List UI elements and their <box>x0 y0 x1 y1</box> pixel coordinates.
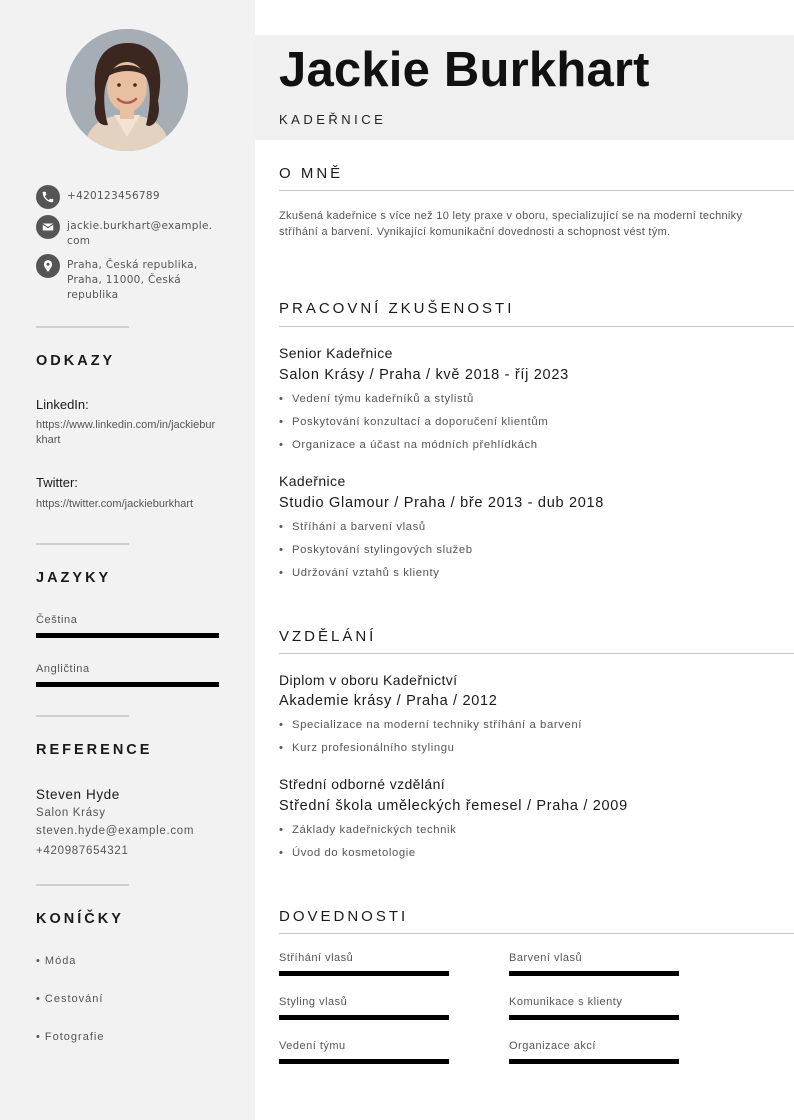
language-level-fill <box>36 633 219 638</box>
skill-level-fill <box>509 1015 679 1020</box>
sidebar <box>0 0 255 1120</box>
bullet-text: Základy kadeřnických technik <box>292 824 457 836</box>
section-rule <box>279 933 794 934</box>
bullet-text: Poskytování konzultací a doporučení klientům <box>292 416 549 428</box>
about-text: Zkušená kadeřnice s více než 10 lety praxe v oboru, specializující se na moderní techniky stříhání a barvení. Vynikající komunikační dovednosti a schopnost vést tým. <box>279 210 743 238</box>
education-entry-title: Střední odborné vzdělání <box>279 776 446 792</box>
skill-level-fill <box>509 1059 679 1064</box>
skill-level-bar <box>279 1015 449 1020</box>
reference-phone: +420987654321 <box>36 845 129 857</box>
profile-photo <box>66 29 188 151</box>
job-entry-subtitle: Studio Glamour / Praha / bře 2013 - dub 2018 <box>279 495 605 511</box>
reference-company: Salon Krásy <box>36 807 106 819</box>
experience-heading: PRACOVNÍ ZKUŠENOSTI <box>279 300 515 317</box>
reference-email[interactable]: steven.hyde@example.com <box>36 825 195 837</box>
language-label: Angličtina <box>36 663 90 675</box>
section-rule <box>279 326 794 327</box>
map-pin-icon <box>36 254 60 278</box>
job-entry-bullet: • Vedení týmu kadeřníků a stylistů <box>279 393 474 405</box>
bullet-text: Organizace a účast na módních přehlídkách <box>292 439 538 451</box>
skill-label: Vedení týmu <box>279 1040 346 1052</box>
job-entry-bullet: • Stříhání a barvení vlasů <box>279 521 426 533</box>
skill-level-bar <box>509 1059 679 1064</box>
job-entry-bullet: • Organizace a účast na módních přehlídkách <box>279 439 538 451</box>
skill-level-fill <box>279 1015 449 1020</box>
contact-email <box>36 215 217 249</box>
sidebar-divider <box>36 715 129 717</box>
sidebar-divider <box>36 884 129 886</box>
sidebar-divider <box>36 543 129 545</box>
phone-text: +420123456789 <box>67 190 160 202</box>
address-text: Praha, Česká republika, Praha, 11000, Česká republika <box>67 259 198 301</box>
education-heading: VZDĚLÁNÍ <box>279 628 377 645</box>
skill-level-bar <box>509 1015 679 1020</box>
section-rule <box>279 190 794 191</box>
twitter-label: Twitter: <box>36 475 78 490</box>
bullet-text: Stříhání a barvení vlasů <box>292 521 426 533</box>
education-entry-bullet: • Specializace na moderní techniky stříhání a barvení <box>279 719 582 731</box>
hobby-item: • Móda <box>36 955 77 967</box>
education-entry-subtitle: Střední škola uměleckých řemesel / Praha / 2009 <box>279 798 628 814</box>
job-entry-bullet: • Udržování vztahů s klienty <box>279 567 440 579</box>
education-entry-bullet: • Základy kadeřnických technik <box>279 824 457 836</box>
job-entry-bullet: • Poskytování konzultací a doporučení klientům <box>279 416 549 428</box>
job-entry-title: Kadeřnice <box>279 473 346 489</box>
hobby-item: • Fotografie <box>36 1031 105 1043</box>
linkedin-label: LinkedIn: <box>36 397 89 412</box>
about-heading: O MNĚ <box>279 165 344 182</box>
language-level-fill <box>36 682 219 687</box>
bullet-text: Udržování vztahů s klienty <box>292 567 440 579</box>
job-entry-title: Senior Kadeřnice <box>279 345 393 361</box>
bullet-text: Poskytování stylingových služeb <box>292 544 473 556</box>
bullet-text: Vedení týmu kadeřníků a stylistů <box>292 393 474 405</box>
twitter-url[interactable]: https://twitter.com/jackieburkhart <box>36 498 194 510</box>
bullet-text: Specializace na moderní techniky stříhání a barvení <box>292 719 582 731</box>
language-label: Čeština <box>36 614 78 626</box>
email-text[interactable]: jackie.burkhart@example.com <box>67 220 213 247</box>
job-entry-subtitle: Salon Krásy / Praha / kvě 2018 - říj 2023 <box>279 367 569 383</box>
section-rule <box>279 653 794 654</box>
education-entry-subtitle: Akademie krásy / Praha / 2012 <box>279 693 498 709</box>
hobbies-heading: KONÍČKY <box>36 911 124 927</box>
contact-phone <box>36 185 217 209</box>
job-entry-bullet: • Poskytování stylingových služeb <box>279 544 473 556</box>
languages-heading: JAZYKY <box>36 570 112 586</box>
skills-heading: DOVEDNOSTI <box>279 908 409 925</box>
skill-label: Komunikace s klienty <box>509 996 623 1008</box>
skill-level-bar <box>279 1059 449 1064</box>
reference-heading: REFERENCE <box>36 742 153 758</box>
language-level-bar <box>36 682 219 687</box>
skill-level-bar <box>279 971 449 976</box>
education-entry-bullet: • Kurz profesionálního stylingu <box>279 742 455 754</box>
skill-label: Stříhání vlasů <box>279 952 354 964</box>
skill-label: Styling vlasů <box>279 996 348 1008</box>
bullet-text: Kurz profesionálního stylingu <box>292 742 455 754</box>
education-entry-title: Diplom v oboru Kadeřnictví <box>279 672 458 688</box>
education-entry-bullet: • Úvod do kosmetologie <box>279 847 416 859</box>
language-level-bar <box>36 633 219 638</box>
sidebar-divider <box>36 326 129 328</box>
skill-label: Organizace akcí <box>509 1040 596 1052</box>
phone-icon <box>36 185 60 209</box>
job-title: KADEŘNICE <box>279 112 387 127</box>
full-name: Jackie Burkhart <box>279 43 650 97</box>
skill-level-fill <box>509 971 679 976</box>
contact-address <box>36 254 217 303</box>
linkedin-url[interactable]: https://www.linkedin.com/in/jackieburkhart <box>36 419 216 446</box>
skill-level-fill <box>279 971 449 976</box>
skill-level-bar <box>509 971 679 976</box>
skill-label: Barvení vlasů <box>509 952 583 964</box>
hobby-item: • Cestování <box>36 993 104 1005</box>
links-heading: ODKAZY <box>36 353 116 369</box>
reference-name: Steven Hyde <box>36 787 120 802</box>
envelope-icon <box>36 215 60 239</box>
bullet-text: Úvod do kosmetologie <box>292 847 416 859</box>
skill-level-fill <box>279 1059 449 1064</box>
